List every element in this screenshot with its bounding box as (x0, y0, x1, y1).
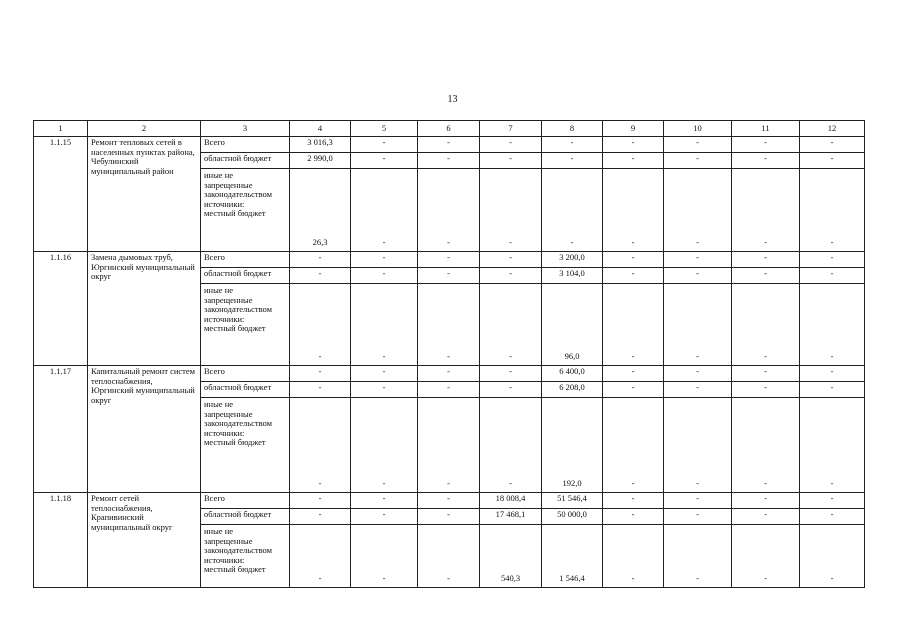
value-cell: - (290, 398, 351, 493)
value-cell: - (732, 525, 800, 588)
value-cell: - (480, 169, 542, 252)
value-cell: - (418, 398, 480, 493)
value-cell: - (732, 153, 800, 169)
column-header: 12 (800, 121, 865, 137)
measure-code: 1.1.15 (34, 137, 88, 252)
value-cell: - (800, 509, 865, 525)
value-cell: 51 546,4 (542, 493, 603, 509)
source-local-label: местный бюджет (204, 564, 266, 574)
value-cell: - (480, 153, 542, 169)
value-cell: - (351, 268, 418, 284)
value-cell: - (732, 366, 800, 382)
value-cell: - (351, 153, 418, 169)
value-cell: - (418, 382, 480, 398)
value-cell: - (418, 493, 480, 509)
value-cell: - (603, 382, 664, 398)
value-cell: - (732, 509, 800, 525)
value-cell: 96,0 (542, 284, 603, 366)
value-cell: - (800, 268, 865, 284)
value-cell: - (542, 169, 603, 252)
value-cell: - (480, 382, 542, 398)
column-header: 10 (664, 121, 732, 137)
value-cell: - (664, 509, 732, 525)
source-local-label: местный бюджет (204, 437, 266, 447)
value-cell: - (351, 137, 418, 153)
value-cell: - (418, 366, 480, 382)
value-cell: - (418, 284, 480, 366)
value-cell: - (603, 509, 664, 525)
column-header: 9 (603, 121, 664, 137)
value-cell: - (800, 153, 865, 169)
value-cell: - (603, 252, 664, 268)
value-cell: - (418, 153, 480, 169)
value-cell: 6 400,0 (542, 366, 603, 382)
value-cell: 192,0 (542, 398, 603, 493)
value-cell: - (732, 268, 800, 284)
source-regional-label: областной бюджет (201, 153, 290, 169)
value-cell: - (290, 366, 351, 382)
source-total-label: Всего (201, 493, 290, 509)
value-cell: 18 008,4 (480, 493, 542, 509)
value-cell: - (732, 493, 800, 509)
value-cell: - (290, 382, 351, 398)
value-cell: - (480, 366, 542, 382)
value-cell: - (418, 268, 480, 284)
value-cell: - (732, 137, 800, 153)
value-cell: - (418, 525, 480, 588)
measure-code: 1.1.18 (34, 493, 88, 588)
value-cell: - (800, 525, 865, 588)
table-row (34, 366, 865, 382)
column-header-row (34, 121, 865, 137)
value-cell: - (603, 268, 664, 284)
table-row (34, 252, 865, 268)
value-cell: - (480, 252, 542, 268)
value-cell: - (480, 284, 542, 366)
value-cell: - (290, 284, 351, 366)
source-other-line: запрещенные (204, 294, 253, 305)
column-header: 11 (732, 121, 800, 137)
value-cell: - (351, 493, 418, 509)
value-cell: 6 208,0 (542, 382, 603, 398)
value-cell: - (351, 252, 418, 268)
value-cell: - (800, 493, 865, 509)
value-cell: - (603, 398, 664, 493)
value-cell: - (664, 169, 732, 252)
value-cell: - (800, 366, 865, 382)
value-cell: - (351, 509, 418, 525)
source-other-line: источники: (204, 427, 245, 438)
source-regional-label: областной бюджет (201, 268, 290, 284)
value-cell: - (800, 169, 865, 252)
value-cell: - (351, 525, 418, 588)
source-other-line: законодательством (204, 304, 273, 314)
source-regional-label: областной бюджет (201, 382, 290, 398)
measure-name: Ремонт тепловых сетей в населенных пунктах района, Чебулинский муниципальный район (88, 137, 201, 252)
value-cell: - (418, 509, 480, 525)
measure-name: Замена дымовых труб, Юргинский муниципальный округ (88, 252, 201, 366)
value-cell: - (800, 398, 865, 493)
source-other-line: источники: (204, 554, 245, 565)
source-other-line: законодательством (204, 545, 273, 555)
source-other-line: законодательством (204, 189, 273, 199)
column-header: 1 (34, 121, 88, 137)
source-other-line: иные не (204, 526, 234, 536)
value-cell: - (351, 366, 418, 382)
column-header: 5 (351, 121, 418, 137)
value-cell: - (664, 398, 732, 493)
source-other-line: запрещенные (204, 408, 253, 419)
source-other-line: запрещенные (204, 535, 253, 546)
value-cell: - (418, 137, 480, 153)
measure-code: 1.1.17 (34, 366, 88, 493)
measure-name: Ремонт сетей теплоснабжения, Крапивинский муниципальный округ (88, 493, 201, 588)
value-cell: - (542, 137, 603, 153)
source-regional-label: областной бюджет (201, 509, 290, 525)
value-cell: 3 016,3 (290, 137, 351, 153)
value-cell: - (664, 382, 732, 398)
source-other-line: иные не (204, 285, 234, 295)
value-cell: - (800, 382, 865, 398)
source-total-label: Всего (201, 137, 290, 153)
value-cell: - (800, 137, 865, 153)
table-row (34, 137, 865, 153)
source-other-line: иные не (204, 399, 234, 409)
value-cell: - (603, 284, 664, 366)
source-other-label (201, 169, 290, 252)
value-cell: - (664, 153, 732, 169)
value-cell: - (664, 525, 732, 588)
value-cell: 540,3 (480, 525, 542, 588)
value-cell: - (603, 493, 664, 509)
value-cell: 3 200,0 (542, 252, 603, 268)
value-cell: - (603, 169, 664, 252)
measure-name: Капитальный ремонт систем теплоснабжения, Юргинский муниципальный округ (88, 366, 201, 493)
value-cell: - (664, 493, 732, 509)
value-cell: - (290, 268, 351, 284)
page-number: 13 (447, 94, 458, 105)
source-other-label (201, 525, 290, 588)
value-cell: - (480, 398, 542, 493)
source-other-line: запрещенные (204, 179, 253, 190)
value-cell: - (290, 493, 351, 509)
value-cell: - (351, 382, 418, 398)
column-header: 2 (88, 121, 201, 137)
value-cell: - (480, 137, 542, 153)
source-other-line: источники: (204, 313, 245, 324)
value-cell: - (664, 252, 732, 268)
source-other-line: иные не (204, 170, 234, 180)
value-cell: - (351, 398, 418, 493)
column-header: 6 (418, 121, 480, 137)
value-cell: - (800, 252, 865, 268)
value-cell: - (351, 169, 418, 252)
value-cell: - (800, 284, 865, 366)
table-row (34, 493, 865, 509)
measure-code: 1.1.16 (34, 252, 88, 366)
source-local-label: местный бюджет (204, 208, 266, 218)
source-other-line: источники: (204, 198, 245, 209)
value-cell: - (480, 268, 542, 284)
value-cell: 3 104,0 (542, 268, 603, 284)
budget-table (33, 120, 865, 588)
value-cell: - (732, 382, 800, 398)
value-cell: 2 990,0 (290, 153, 351, 169)
source-other-line: законодательством (204, 418, 273, 428)
table-body (34, 121, 865, 588)
source-total-label: Всего (201, 366, 290, 382)
value-cell: - (664, 366, 732, 382)
value-cell: 50 000,0 (542, 509, 603, 525)
column-header: 3 (201, 121, 290, 137)
source-other-label (201, 284, 290, 366)
value-cell: - (664, 268, 732, 284)
source-local-label: местный бюджет (204, 323, 266, 333)
column-header: 4 (290, 121, 351, 137)
value-cell: - (603, 153, 664, 169)
value-cell: - (664, 137, 732, 153)
value-cell: - (603, 366, 664, 382)
value-cell: - (542, 153, 603, 169)
value-cell: 17 468,1 (480, 509, 542, 525)
value-cell: - (418, 169, 480, 252)
value-cell: - (732, 252, 800, 268)
value-cell: - (603, 137, 664, 153)
column-header: 7 (480, 121, 542, 137)
value-cell: 1 546,4 (542, 525, 603, 588)
value-cell: - (603, 525, 664, 588)
source-total-label: Всего (201, 252, 290, 268)
value-cell: - (418, 252, 480, 268)
column-header: 8 (542, 121, 603, 137)
value-cell: - (290, 509, 351, 525)
source-other-label (201, 398, 290, 493)
value-cell: - (290, 525, 351, 588)
value-cell: 26,3 (290, 169, 351, 252)
value-cell: - (351, 284, 418, 366)
value-cell: - (290, 252, 351, 268)
value-cell: - (732, 398, 800, 493)
value-cell: - (664, 284, 732, 366)
value-cell: - (732, 169, 800, 252)
value-cell: - (732, 284, 800, 366)
